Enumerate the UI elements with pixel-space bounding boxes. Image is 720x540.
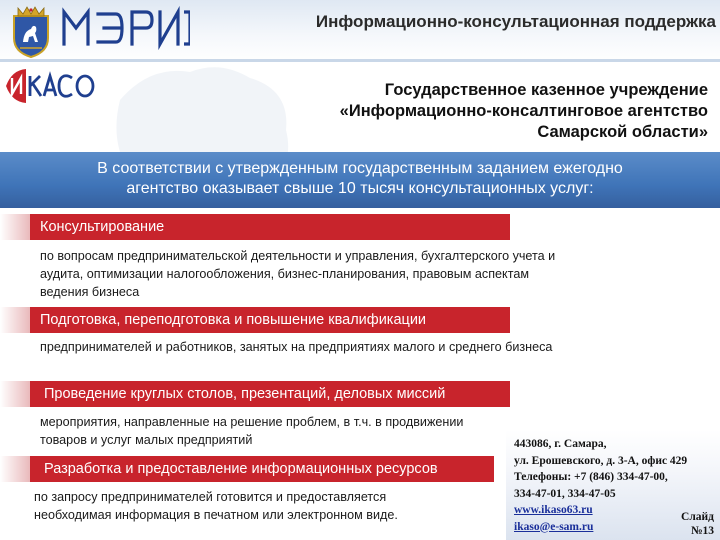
organization-title-line: Государственное казенное учреждение — [384, 81, 708, 99]
organization-title-line: «Информационно-консалтинговое агентство — [339, 102, 708, 120]
section-body-line: мероприятия, направленные на решение проблем, в т.ч. в продвижении — [40, 415, 464, 429]
section-body-line: аудита, оптимизации налогообложения, бизнес-планирования, правовым аспектам — [40, 267, 529, 281]
organization-title-line: Самарской области» — [537, 123, 708, 141]
section-body-line: по вопросам предпринимательской деятельности и управления, бухгалтерского учета и — [40, 249, 556, 263]
ikaso-logo — [4, 66, 96, 106]
section-heading-info-resources — [0, 456, 494, 482]
section-body-line: товаров и услуг малых предприятий — [40, 433, 253, 447]
merit-logo — [60, 4, 190, 50]
website-link[interactable]: www.ikaso63.ru — [514, 504, 593, 516]
slide-number — [652, 510, 714, 538]
banner-line: агентство оказывает свыше 10 тысяч консультационных услуг: — [126, 180, 594, 197]
section-body-line: ведения бизнеса — [40, 285, 140, 299]
slide-label-text: Слайд — [681, 511, 714, 523]
section-body-line: необходимая информация в печатном или электронном виде. — [34, 508, 398, 522]
section-body-line: по запросу предпринимателей готовится и предоставляется — [34, 490, 387, 504]
section-heading-tab — [0, 307, 30, 333]
section-body-consulting — [40, 247, 716, 301]
contact-address-line: ул. Ерошевского, д. 3-А, офис 429 — [514, 454, 688, 467]
section-heading-label: Разработка и предоставление информационных ресурсов — [44, 461, 438, 477]
section-body-info-resources — [34, 488, 504, 524]
section-heading-tab — [0, 214, 30, 240]
email-link[interactable]: ikaso@e-sam.ru — [514, 520, 594, 533]
section-heading-label: Консультирование — [40, 219, 165, 235]
section-heading-tab — [0, 381, 30, 407]
header-divider — [0, 59, 720, 62]
section-heading-label: Проведение круглых столов, презентаций, деловых миссий — [44, 386, 446, 402]
services-banner — [0, 152, 720, 208]
contact-phone-line: 334-47-01, 334-47-05 — [514, 487, 616, 500]
section-heading-label: Подготовка, переподготовка и повышение квалификации — [40, 312, 427, 328]
merit-logo-mark — [60, 4, 190, 50]
contact-phone-line: Телефоны: +7 (846) 334-47-00, — [514, 471, 668, 483]
banner-line: В соответствии с утвержденным государственным заданием ежегодно — [97, 160, 623, 177]
samara-coat-of-arms-icon — [6, 4, 56, 58]
section-heading-training — [0, 307, 510, 333]
section-heading-tab — [0, 456, 30, 482]
organization-title — [250, 80, 708, 143]
slide-number-text: №13 — [690, 525, 714, 537]
section-heading-consulting — [0, 214, 510, 240]
header-title: Информационно-консультационная поддержка — [315, 12, 716, 31]
ikaso-logo-mark — [4, 66, 96, 106]
section-body-line: предпринимателей и работников, занятых на предприятиях малого и среднего бизнеса — [40, 340, 553, 354]
section-body-training — [40, 338, 716, 356]
section-heading-events — [0, 381, 510, 407]
contact-address-line: 443086, г. Самара, — [514, 438, 607, 450]
section-body-events — [40, 413, 560, 449]
